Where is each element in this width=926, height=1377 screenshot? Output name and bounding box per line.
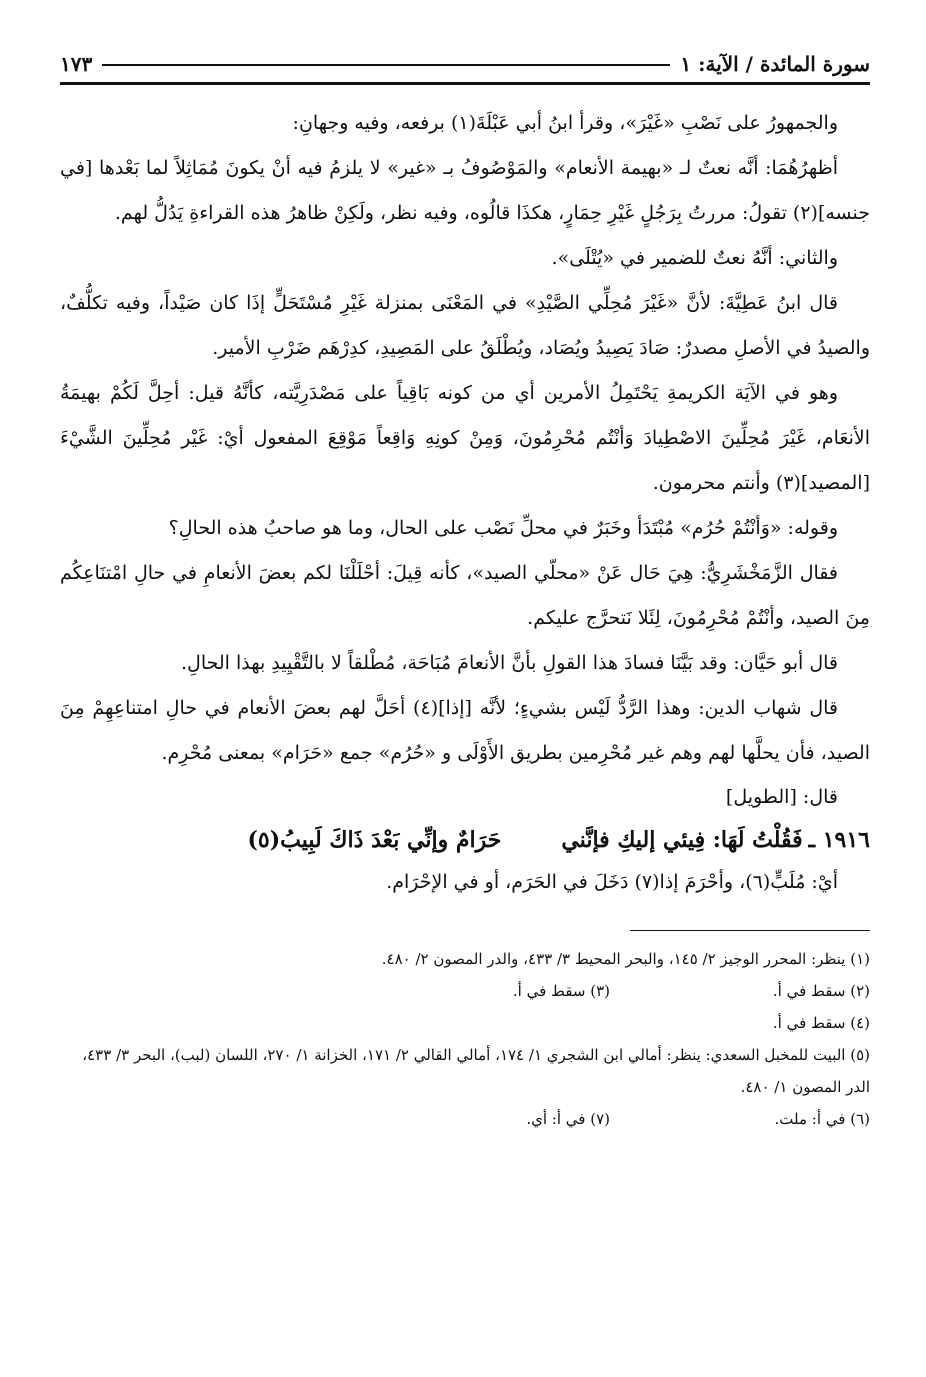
paragraph: أظهرُهُمَا: أنَّه نعتٌ لـ «بهيمة الأنعام» والمَوْصُوفُ بـ «غير» لا يلزمُ فيه أنْ يكونَ مُمَاثِلاً لما بَعْدها [في جنسه](٢) تقولُ: مررتُ بِرَجُلٍ غَيْرِ حِمَارٍ، هكذَا قالُوه، وفيه نظر، ولَكِنْ ظاهرُ هذه القراءةِ يَدُلُّ لهم. — [60, 157, 870, 224]
page — [60, 36, 870, 1135]
footnote-row — [60, 1103, 870, 1135]
main-text — [60, 101, 870, 902]
poetry-meter: قال: [الطويل] — [725, 786, 838, 808]
verse-number: ١٩١٦ ـ — [808, 827, 870, 853]
footnote: (٥) البيت للمخبل السعدي: ينظر: أمالي ابن الشجري ١/ ١٧٤، أمالي القالي ٢/ ١٧١، الخزانة ١/ ٢٧٠، اللسان (لبب)، البحر ٣/ ٤٣٣، الدر المصون ١/ ٤٨٠. — [82, 1046, 870, 1096]
footnote: (٧) في أ: أي. — [526, 1110, 610, 1128]
verse-gloss: أيْ: مُلَبٍّ(٦)، وأحْرَمَ إذا(٧) دَخَلَ في الحَرَم، أو في الإحْرَام. — [386, 871, 838, 893]
footnote-separator — [630, 930, 870, 931]
page-number: ١٧٣ — [60, 52, 93, 76]
footnote: (٣) سقط في أ. — [512, 982, 610, 1000]
surah-title: سورة المائدة / الآية: ١ — [680, 52, 870, 76]
footnote: (٦) في أ: ملت. — [774, 1110, 870, 1128]
paragraph: وهو في الآيَة الكريمةِ يَحْتَمِلُ الأمرين أي من كونه بَاقِياً على مَصْدَرِيَّته، كأنَّهُ قيل: أحِلَّ لَكُمْ بهيمَةُ الأنعَام، غَيْرَ مُحِلِّينَ الاصْطِيادَ وَأنْتُم مُحْرِمُونَ، وَمِنْ كونِهِ وَاقِعاً مَوْقِعَ المفعول أيْ: غَيْر مُحِلِّينَ الشَّيْءَ [المصيد](٣) وأنتم محرمون. — [60, 382, 870, 494]
running-header — [60, 36, 870, 76]
footnote: (١) ينظر: المحرر الوجيز ٢/ ١٤٥، والبحر المحيط ٣/ ٤٣٣، والدر المصون ٢/ ٤٨٠. — [381, 950, 870, 968]
footnote-row — [60, 975, 870, 1007]
paragraph: قال شهاب الدين: وهذا الرَّدُّ لَيْس بشيءٍ؛ لأنَّه [إذا](٤) أحَلَّ لهم بعضَ الأنعام في حالِ امتناعِهِمْ مِنَ الصيد، فأن يحلَّها لهم وهم غير مُحْرِمين بطريق الأَوْلَى و «حُرُم» جمع «حَرَام» بمعنى مُحْرِم. — [60, 697, 870, 764]
paragraph: فقال الزَّمَخْشَرِيُّ: هِيَ حَال عَنْ «محلّي الصيد»، كأنه قِيلَ: أحْلَلْنَا لكم بعضَ الأنعامِ في حالِ امْتنَاعِكُم مِنَ الصيد، وأنْتُمْ مُحْرِمُونَ، لِئَلا نَتحرَّج عليكم. — [60, 562, 870, 629]
paragraph: والثاني: أنَّهُ نعتٌ للضمير في «يُتْلَى». — [551, 247, 838, 269]
verse-hemistich-1: فَقُلْتُ لَهَا: فِيئي إليكِ فإنَّني — [561, 827, 803, 853]
verse-hemistich-2: حَرَامٌ وإنِّي بَعْدَ ذَاكَ لَبِيبُ(٥) — [247, 827, 502, 853]
paragraph: والجمهورُ على نَصْبِ «غَيْرَ»، وقرأ ابنُ أبي عَبْلَةَ(١) برفعه، وفيه وجهانِ: — [292, 112, 838, 134]
header-divider — [60, 82, 870, 85]
paragraph: وقوله: «وَأنْتُمْ حُرُم» مُبْتَدَأ وخَبَرٌ في محلِّ نَصْب على الحال، وما هو صاحبُ هذه الحالِ؟ — [168, 517, 838, 539]
footnote: (٢) سقط في أ. — [772, 982, 870, 1000]
paragraph: قال أبو حَيَّان: وقد بَيَّنَا فسادَ هذا القولِ بأنَّ الأنعامَ مُبَاحَة، مُطْلقاً لا بالتَّقْيِيدِ بهذا الحالِ. — [180, 652, 838, 674]
footnote: (٤) سقط في أ. — [772, 1014, 870, 1032]
footnotes — [60, 943, 870, 1135]
paragraph: قال ابنُ عَطِيَّةَ: لأنَّ «غَيْرَ مُحِلِّي الصَّيْدِ» في المَعْنَى بمنزلة غَيْرِ مُسْتَحَلٍّ إذَا كان صَيْداً، وفيه تكلُّفٌ، والصيدُ في الأصلِ مصدرٌ: صَادَ يَصِيدُ ويُصَاد، ويُطْلَقُ على المَصِيدِ، كدِرْهَم ضَرْبِ الأمير. — [60, 292, 870, 359]
header-rule — [102, 64, 670, 66]
poetry-verse — [60, 818, 870, 862]
